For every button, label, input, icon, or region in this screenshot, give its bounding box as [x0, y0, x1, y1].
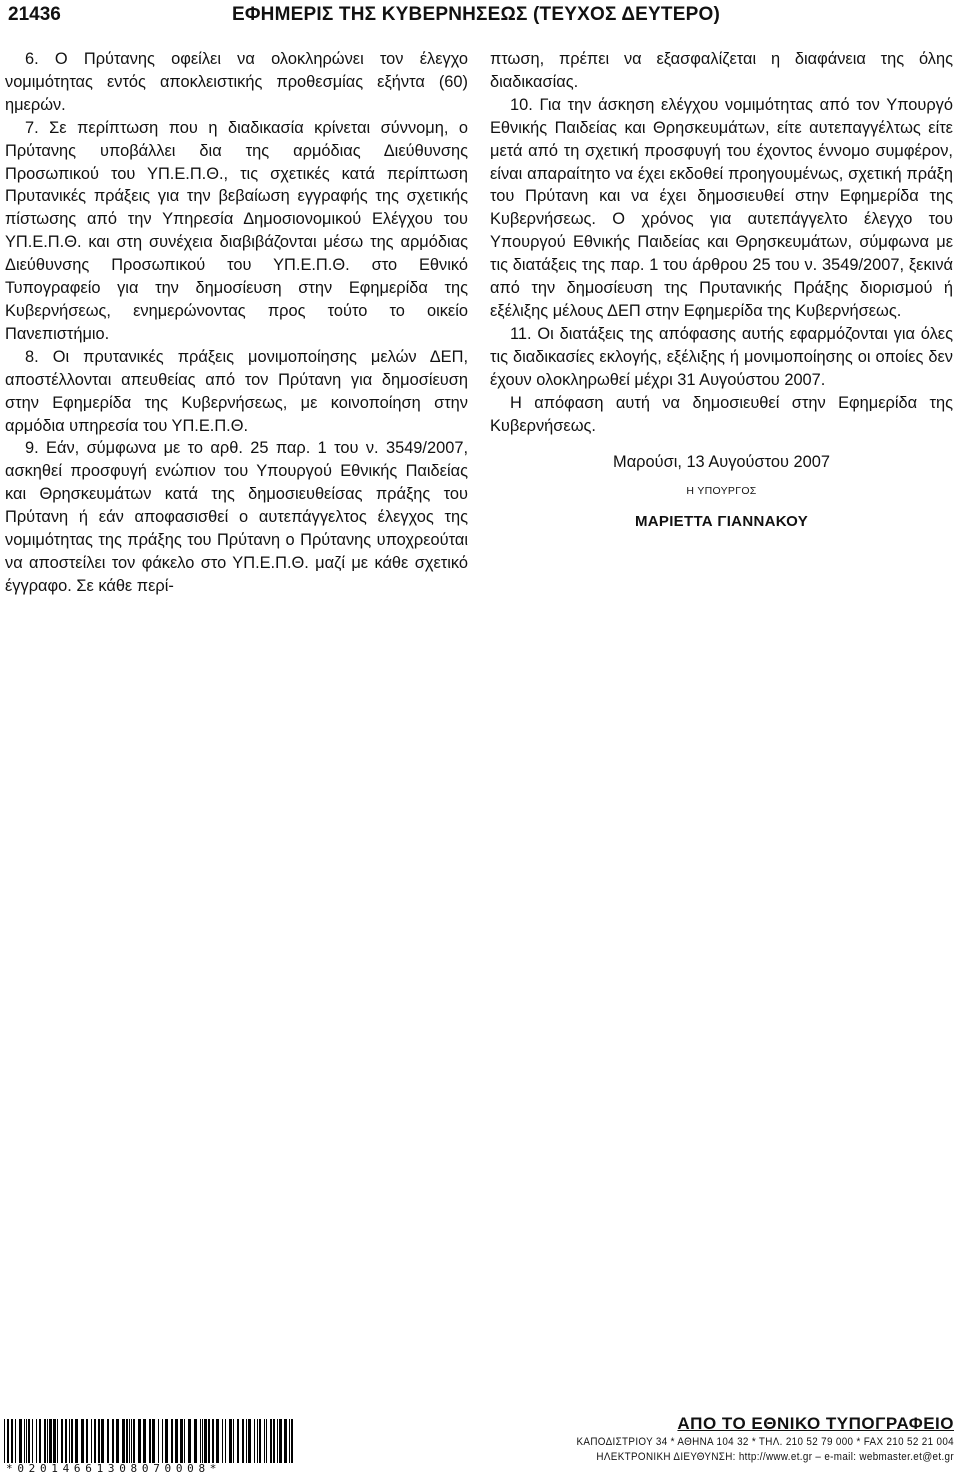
printer-info [525, 1413, 954, 1465]
barcode-bar [75, 1419, 78, 1463]
barcode-bar [91, 1419, 92, 1463]
barcode-bar [202, 1419, 203, 1463]
barcode-bar [152, 1419, 155, 1463]
barcode-bar [158, 1419, 159, 1463]
paragraph-11: 11. Οι διατάξεις της απόφασης αυτής εφαρμόζονται για όλες τις διαδικασίες εκλογής, εξέλιξης ή μονιμοποίησης οι οποίες δεν έχουν ολοκληρωθεί μέχρι 31 Αυγούστου 2007. [490, 324, 953, 389]
barcode-bar [204, 1419, 207, 1463]
paragraph-9: 9. Εάν, σύμφωνα με το αρθ. 25 παρ. 1 του ν. 3549/2007, ασκηθεί προσφυγή ενώπιον του Υπουργού Εθνικής Παιδείας και Θρησκευμάτων κατά της δημοσιευθείσας πράξης του Πρύτανη ή εάν αποφασισθεί ο αυτεπάγγελτος έλεγχος της νομιμότητας της πράξης του Πρύτανη ο Πρύτανης υποχρεούται να αποστείλει τον φάκελο στο ΥΠ.Ε.Π.Θ. μαζί με κάθε σχετικό έγγραφο. Σε κάθε περί- [5, 439, 468, 595]
barcode-bar [225, 1419, 226, 1463]
barcode-bar [47, 1419, 48, 1463]
barcode-bar [71, 1419, 73, 1463]
barcode-bar [7, 1419, 9, 1463]
barcode-bar [194, 1419, 197, 1463]
barcode-bar [98, 1419, 100, 1463]
barcode-bar [257, 1419, 258, 1463]
barcode [4, 1419, 294, 1463]
barcode-bar [175, 1419, 178, 1463]
barcode-bar [133, 1419, 135, 1463]
publication-order: Η απόφαση αυτή να δημοσιευθεί στην Εφημερίδα της Κυβερνήσεως. [490, 393, 953, 435]
barcode-bar [69, 1419, 70, 1463]
barcode-bar [270, 1419, 272, 1463]
barcode-bar [180, 1419, 183, 1463]
barcode-bar [266, 1419, 267, 1463]
barcode-bar [107, 1419, 109, 1463]
barcode-bar [26, 1419, 27, 1463]
barcode-bar [49, 1419, 52, 1463]
barcode-bar [65, 1419, 67, 1463]
barcode-bar [129, 1419, 130, 1463]
barcode-bar [101, 1419, 104, 1463]
barcode-bar [19, 1419, 22, 1463]
barcode-bar [284, 1419, 287, 1463]
barcode-bar [212, 1419, 214, 1463]
barcode-bar [86, 1419, 88, 1463]
barcode-bar [39, 1419, 41, 1463]
barcode-bar [15, 1419, 16, 1463]
page-number: 21436 [8, 4, 61, 25]
barcode-bar [273, 1419, 275, 1463]
paragraph-7: 7. Σε περίπτωση που η διαδικασία κρίνεται σύννομη, ο Πρύτανης υποβάλλει δια της αρμόδιας Διεύθυνσης Προσωπικού του ΥΠ.Ε.Π.Θ., τις σχετικές κατά περίπτωση Πρυτανικές πράξεις για την βεβαίωση εγγραφής της σχετικής πίστωσης από την Υπηρεσία Δημοσιονομικού Ελέγχου του ΥΠ.Ε.Π.Θ. και στη συνέχεια διαβιβάζονται μέσω της αρμόδιας Διεύθυνσης Προσωπικού του ΥΠ.Ε.Π.Θ. στο Εθνικό Τυπογραφείο για την δημοσίευση στην Εφημερίδα της Κυβερνήσεως, ενημερώνοντας προς τούτο το οικείο Πανεπιστήμιο. [5, 118, 468, 343]
minister-role: Η ΥΠΟΥΡΓΟΣ [686, 485, 757, 498]
barcode-bar [81, 1419, 84, 1463]
minister-name: ΜΑΡΙΕΤΤΑ ΓΙΑΝΝΑΚΟΥ [634, 513, 809, 531]
barcode-bar [242, 1419, 244, 1463]
barcode-bar [184, 1419, 185, 1463]
barcode-bar [24, 1419, 25, 1463]
barcode-bar [143, 1419, 146, 1463]
barcode-bar [36, 1419, 37, 1463]
barcode-bar [254, 1419, 255, 1463]
barcode-bar [222, 1419, 223, 1463]
barcode-bar [126, 1419, 128, 1463]
barcode-bar [264, 1419, 265, 1463]
barcode-bar [94, 1419, 96, 1463]
left-column [5, 48, 468, 598]
barcode-bar [32, 1419, 33, 1463]
barcode-bar [233, 1419, 234, 1463]
barcode-bar [291, 1419, 293, 1463]
barcode-bar [116, 1419, 119, 1463]
barcode-bar [4, 1419, 5, 1463]
barcode-bar [53, 1419, 56, 1463]
barcode-bar [138, 1419, 141, 1463]
paragraph-8: 8. Οι πρυτανικές πράξεις μονιμοποίησης μελών ΔΕΠ, αποστέλλονται απευθείας από τον Πρύτανη για δημοσίευση στην Εφημερίδα της Κυβερνήσεως, με κοινοποίηση στην αρμόδια υπηρεσία του ΥΠ.Ε.Π.Θ. [5, 347, 468, 435]
barcode-bar [216, 1419, 219, 1463]
barcode-bar [11, 1419, 13, 1463]
barcode-bar [237, 1419, 239, 1463]
barcode-bar [44, 1419, 46, 1463]
printer-address: ΚΑΠΟΔΙΣΤΡΙΟΥ 34 * ΑΘΗΝΑ 104 32 * ΤΗΛ. 210 52 79 000 * FAX 210 52 21 004 [576, 1436, 954, 1448]
barcode-bar [200, 1419, 201, 1463]
printer-name: ΑΠΟ ΤΟ ΕΘΝΙΚΟ ΤΥΠΟΓΡΑΦΕΙΟ [677, 1414, 954, 1433]
barcode-bar [162, 1419, 163, 1463]
barcode-bar [57, 1419, 58, 1463]
barcode-bar [61, 1419, 63, 1463]
barcode-bar [208, 1419, 210, 1463]
barcode-bar [149, 1419, 151, 1463]
barcode-bar [171, 1419, 173, 1463]
barcode-bar [165, 1419, 168, 1463]
paragraph-9-continued: πτωση, πρέπει να εξασφαλίζεται η διαφάνεια της όλης διαδικασίας. [490, 50, 953, 91]
paragraph-6: 6. Ο Πρύτανης οφείλει να ολοκληρώνει τον έλεγχο νομιμότητας εντός αποκλειστικής προθεσμίας εξήντα (60) ημερών. [5, 50, 468, 114]
barcode-bar [277, 1419, 278, 1463]
barcode-bar [289, 1419, 290, 1463]
gazette-title: ΕΦΗΜΕΡΙΣ ΤΗΣ ΚΥΒΕΡΝΗΣΕΩΣ (ΤΕΥΧΟΣ ΔΕΥΤΕΡΟ) [232, 4, 720, 25]
barcode-bar [131, 1419, 132, 1463]
barcode-bar [248, 1419, 251, 1463]
barcode-bar [229, 1419, 232, 1463]
barcode-digits: *02014661308070008* [6, 1462, 222, 1475]
printer-web: ΗΛΕΚΤΡΟΝΙΚΗ ΔΙΕΥΘΥΝΣΗ: http://www.et.gr – e-mail: webmaster.et@et.gr [596, 1451, 954, 1463]
right-column [490, 48, 953, 534]
page-header [0, 0, 960, 36]
paragraph-10: 10. Για την άσκηση ελέγχου νομιμότητας από τον Υπουργό Εθνικής Παιδείας και Θρησκευμάτων, είτε αυτεπαγγέλτως είτε μετά από τη σχετική προσφυγή του έχοντος έννομο συμφέρον, είναι απαραίτητο να έχει εκδοθεί προηγουμένως, σχετική πράξη του Πρύτανη και να έχει δημοσιευθεί στην Εφημερίδα της Κυβερνήσεως. Ο χρόνος για αυτεπάγγελτο έλεγχο του Υπουργού Εθνικής Παιδείας και Θρησκευμάτων, σύμφωνα με τις διατάξεις της παρ. 1 του άρθρου 25 του ν. 3549/2007, ξεκινά από την δημοσίευση της Πρυτανικής Πράξης διορισμού ή εξέλιξης μέλους ΔΕΠ στην Εφημερίδα της Κυβερνήσεως. [490, 95, 953, 320]
barcode-bar [28, 1419, 30, 1463]
barcode-bar [246, 1419, 247, 1463]
barcode-bar [188, 1419, 191, 1463]
place-date: Μαρούσι, 13 Αυγούστου 2007 [613, 453, 830, 472]
barcode-bar [259, 1419, 261, 1463]
barcode-bar [279, 1419, 282, 1463]
barcode-bar [112, 1419, 114, 1463]
barcode-bar [122, 1419, 125, 1463]
